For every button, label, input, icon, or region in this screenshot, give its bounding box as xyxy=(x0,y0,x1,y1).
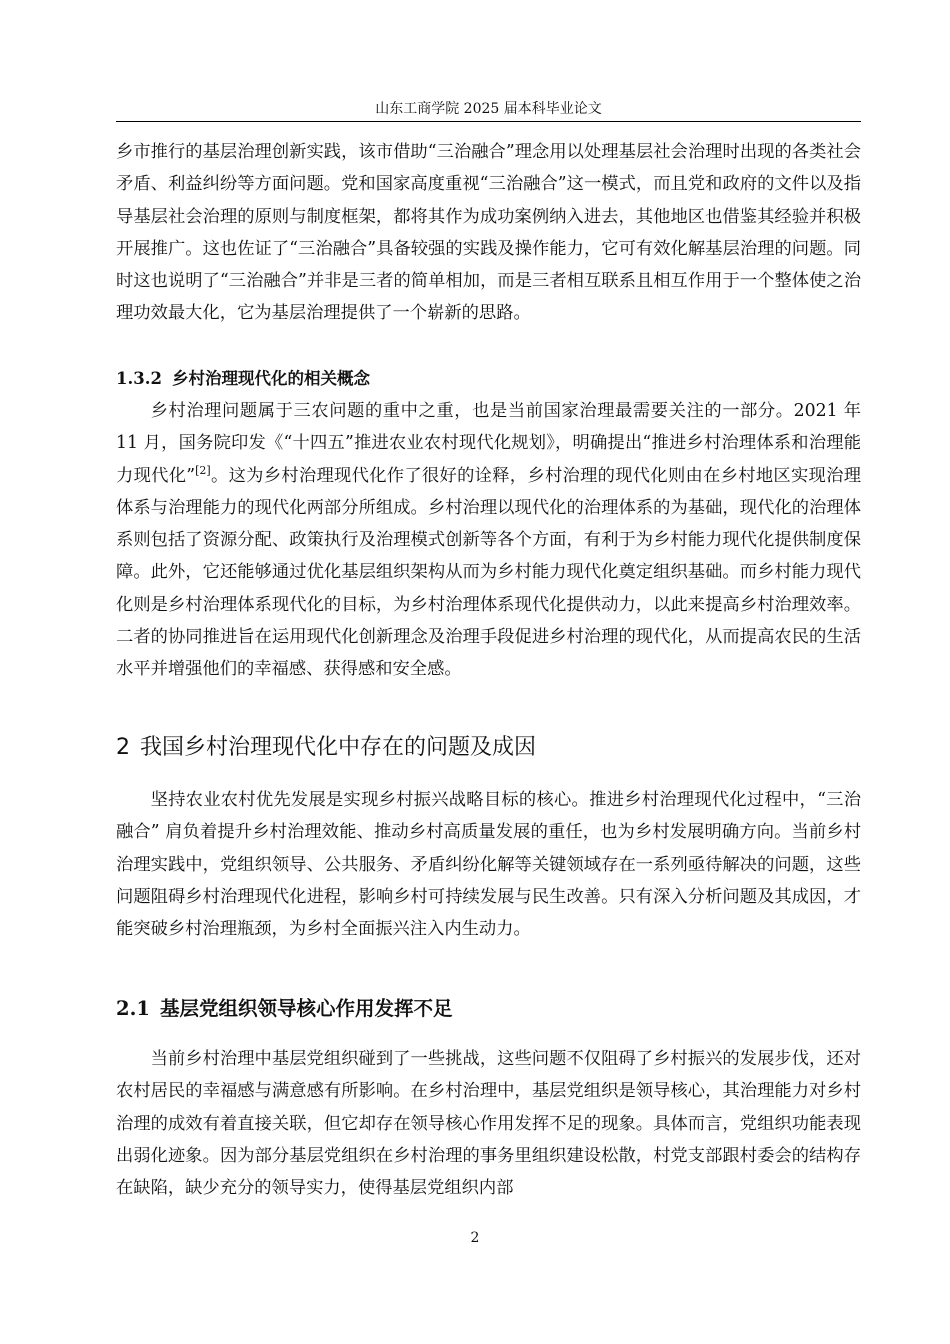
heading-title: 基层党组织领导核心作用发挥不足 xyxy=(159,997,453,1020)
paragraph-rural-governance-concept xyxy=(116,395,861,686)
page-number: 2 xyxy=(470,1230,480,1246)
section-heading-2-1 xyxy=(116,995,861,1023)
subsection-heading-1-3-2 xyxy=(116,367,861,391)
heading-number: 2.1 xyxy=(116,997,150,1020)
header-rule xyxy=(116,121,861,122)
running-header: 山东工商学院 2025 届本科毕业论文 xyxy=(375,101,602,117)
citation-marker[interactable]: [2] xyxy=(195,463,211,477)
paragraph-text: 。这为乡村治理现代化作了很好的诠释，乡村治理的现代化则由在乡村地区实现治理体系与治理能力的现代化两部分所组成。乡村治理以现代化的治理体系的为基础，现代化的治理体系则包括了资源分配、政策执行及治理模式创新等各个方面，有利于为乡村能力现代化提供制度保障。此外，它还能够通过优化基层组织架构从而为乡村能力现代化奠定组织基础。而乡村能力现代化则是乡村治理体系现代化的目标，为乡村治理体系现代化提供动力，以此来提高乡村治理效率。二者的协同推进旨在运用现代化创新理念及治理手段促进乡村治理的现代化，从而提高农民的生活水平并增强他们的幸福感、获得感和安全感。 xyxy=(116,465,861,680)
heading-number: 2 xyxy=(116,735,130,760)
heading-title: 我国乡村治理现代化中存在的问题及成因 xyxy=(140,735,537,760)
chapter-heading-2 xyxy=(116,733,861,763)
paragraph-text: 乡村治理问题属于三农问题的重中之重，也是当前国家治理最需要关注的一部分。2021 年 11 月，国务院印发《“十四五”推进农业农村现代化规划》，明确提出“推进乡村治理体系和治理能力现代化” xyxy=(116,401,861,486)
paragraph-three-governance-fusion: 乡市推行的基层治理创新实践，该市借助“三治融合”理念用以处理基层社会治理时出现的各类社会矛盾、利益纠纷等方面问题。党和国家高度重视“三治融合”这一模式，而且党和政府的文件以及指导基层社会治理的原则与制度框架，都将其作为成功案例纳入进去，其他地区也借鉴其经验并积极开展推广。这也佐证了“三治融合”具备较强的实践及操作能力，它可有效化解基层治理的问题。同时这也说明了“三治融合”并非是三者的简单相加，而是三者相互联系且相互作用于一个整体使之治理功效最大化，它为基层治理提供了一个崭新的思路。 xyxy=(116,142,861,324)
paragraph-party-organization: 当前乡村治理中基层党组织碰到了一些挑战，这些问题不仅阻碍了乡村振兴的发展步伐，还对农村居民的幸福感与满意感有所影响。在乡村治理中，基层党组织是领导核心，其治理能力对乡村治理的成效有着直接关联，但它却存在领导核心作用发挥不足的现象。具体而言，党组织功能表现出弱化迹象。因为部分基层党组织在乡村治理的事务里组织建设松散，村党支部跟村委会的结构存在缺陷，缺少充分的领导实力，使得基层党组织内部 xyxy=(116,1049,861,1199)
heading-number: 1.3.2 xyxy=(116,369,162,388)
paragraph-chapter-2-intro: 坚持农业农村优先发展是实现乡村振兴战略目标的核心。推进乡村治理现代化过程中，“三治融合” 肩负着提升乡村治理效能、推动乡村高质量发展的重任，也为乡村发展明确方向。当前乡村治理实践中，党组织领导、公共服务、矛盾纠纷化解等关键领域存在一系列亟待解决的问题，这些问题阻碍乡村治理现代化进程，影响乡村可持续发展与民生改善。只有深入分析问题及其成因，才能突破乡村治理瓶颈，为乡村全面振兴注入内生动力。 xyxy=(116,790,861,940)
heading-title: 乡村治理现代化的相关概念 xyxy=(171,369,370,388)
